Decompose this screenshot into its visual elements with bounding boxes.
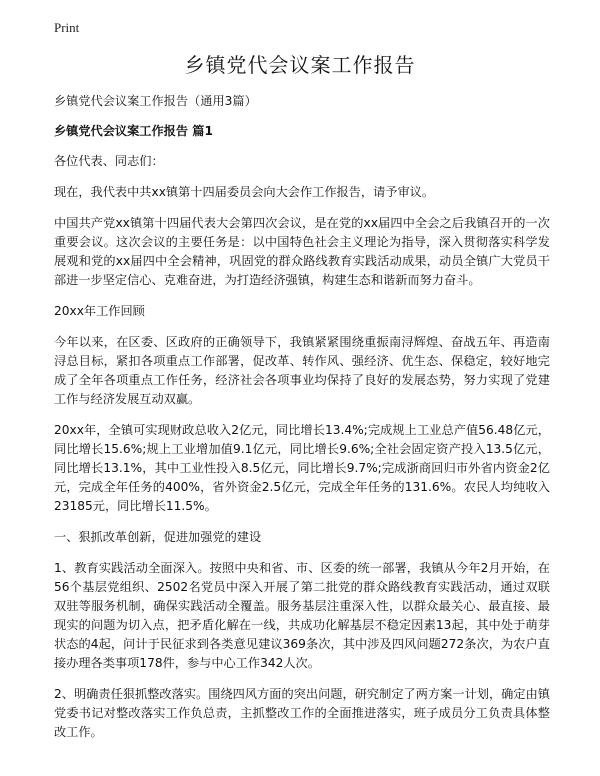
intro-paragraph: 现在，我代表中共xx镇第十四届委员会向大会作工作报告，请予审议。 (54, 185, 435, 199)
document-body (54, 92, 550, 754)
print-label: Print (54, 20, 80, 35)
salutation-paragraph: 各位代表、同志们： (54, 154, 164, 168)
meeting-purpose-paragraph: 中国共产党xx镇第十四届代表大会第四次会议，是在党的xx届四中全会之后我镇召开的一次重要会议。这次会议的主要任务是：以中国特色社会主义理论为指导，深入贯彻落实科学发展观和党的xx届四中全会精神，巩固党的群众路线教育实践活动成果，动员全镇广大党员干部进一步坚定信心、克难奋进，为打造经济强镇，构建生态和谐新而努力奋斗。 (54, 216, 550, 287)
document-subtitle: 乡镇党代会议案工作报告（通用3篇） (54, 94, 257, 108)
section-title: 乡镇党代会议案工作报告 篇1 (54, 124, 213, 138)
rectification-paragraph: 2、明确责任狠抓整改落实。围绕四风方面的突出问题，研究制定了两方案一计划，确定由镇党委书记对整改落实工作负总责，主抓整改工作的全面推进落实，班子成员分工负责具体整改工作。 (54, 687, 550, 739)
document-title: 乡镇党代会议案工作报告 (184, 53, 416, 77)
reform-heading: 一、狠抓改革创新，促进加强党的建设 (54, 530, 262, 544)
statistics-paragraph: 20xx年，全镇可实现财政总收入2亿元，同比增长13.4%;完成规上工业总产值56.48亿元，同比增长15.6%;规上工业增加值9.1亿元，同比增长9.6%;全社会固定资产投入13.5亿元，同比增长13.1%，其中工业性投入8.5亿元，同比增长9.7%;完成浙商回归市外省内资金2亿元，完成全年任务的400%，省外资金2.5亿元，完成全年任务的131.6%。农民人均纯收入23185元，同比增长11.5%。 (54, 423, 550, 513)
year-review-heading: 20xx年工作回顾 (54, 304, 145, 318)
education-practice-paragraph: 1、教育实践活动全面深入。按照中央和省、市、区委的统一部署，我镇从今年2月开始，在56个基层党组织、2502名党员中深入开展了第二批党的群众路线教育实践活动，通过双联双驻等服务机制，确保实践活动全覆盖。服务基层注重深入性，以群众最关心、最直接、最现实的问题为切入点，把矛盾化解在一线，共成功化解基层不稳定因素13起，其中处于萌芽状态的4起，问计于民征求到各类意见建议369条次，其中涉及四风问题272条次，为农户直接办理各类事项178件，参与中心工作342人次。 (54, 561, 550, 670)
overview-paragraph: 今年以来，在区委、区政府的正确领导下，我镇紧紧围绕重振南浔辉煌、奋战五年、再造南浔总目标，紧扣各项重点工作部署，促改革、转作风、强经济、优生态、保稳定，较好地完成了全年各项重点工作任务，经济社会各项事业均保持了良好的发展态势，努力实现了党建工作与经济发展互动双赢。 (54, 335, 550, 406)
